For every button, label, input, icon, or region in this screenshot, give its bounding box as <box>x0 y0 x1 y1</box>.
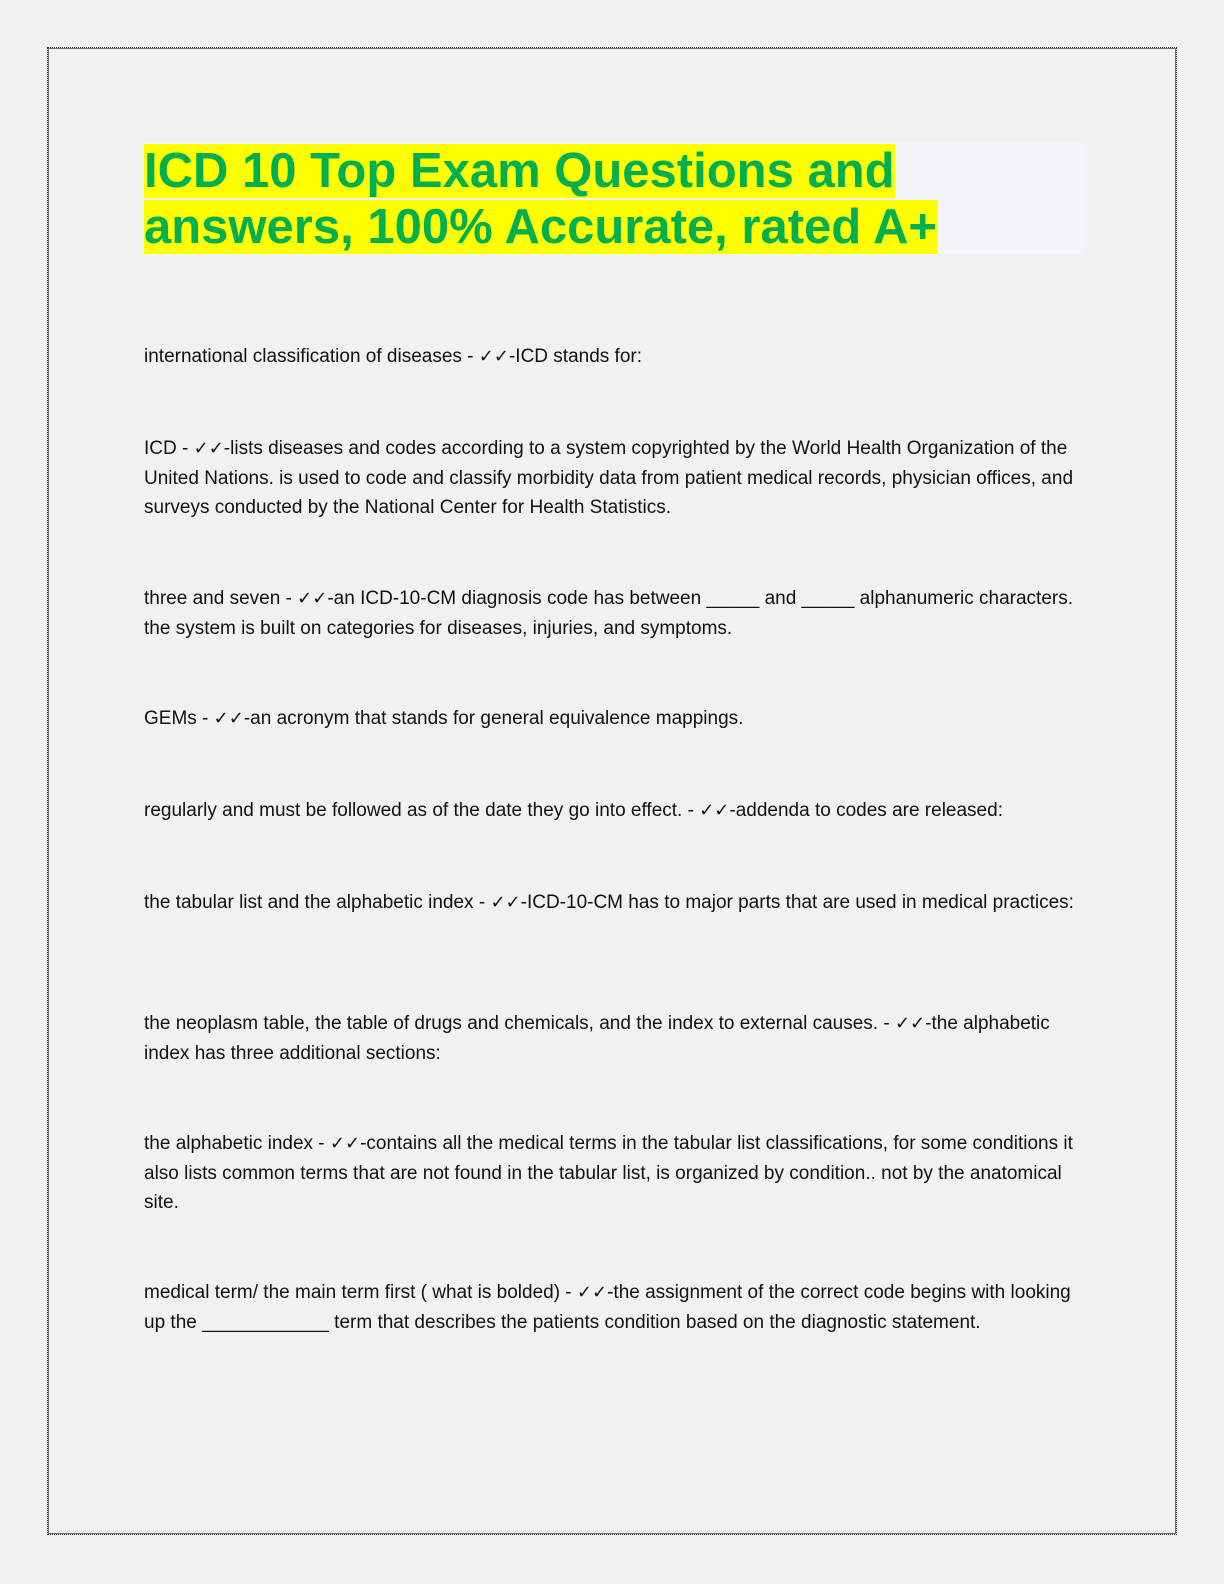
separator: - <box>878 1013 895 1034</box>
check-mark-icon: ✓✓ <box>297 588 328 609</box>
separator: - <box>560 1282 577 1303</box>
check-mark-icon: ✓✓ <box>490 892 521 913</box>
qa-question: -contains all the medical terms in the tabular list classifications, for some conditions it also lists common terms that are not found in the tabular list, is organized by condition.. not by the anatomical site. <box>144 1133 1073 1213</box>
separator: - <box>313 1133 330 1154</box>
qa-item-5 <box>144 796 1089 826</box>
check-mark-icon: ✓✓ <box>213 708 244 729</box>
qa-answer: the alphabetic index <box>144 1133 314 1154</box>
qa-item-4 <box>144 704 1089 734</box>
qa-question: -ICD-10-CM has to major parts that are used in medical practices: <box>520 892 1074 913</box>
qa-question: -an acronym that stands for general equivalence mappings. <box>243 708 744 729</box>
check-mark-icon: ✓✓ <box>478 346 509 367</box>
qa-item-9 <box>144 1278 1089 1337</box>
qa-question: -lists diseases and codes according to a system copyrighted by the World Health Organization of the United Nations. is used to code and classify morbidity data from patient medical records, physician offices, and surveys conducted by the National Center for Health Statistics. <box>144 438 1074 518</box>
separator: - <box>473 892 491 913</box>
separator: - <box>461 346 479 367</box>
qa-item-6 <box>144 888 1089 918</box>
qa-answer: the neoplasm table, the table of drugs and chemicals, and the index to external causes. <box>144 1013 879 1034</box>
qa-answer: three and seven <box>144 588 281 609</box>
qa-answer: regularly and must be followed as of the date they go into effect. <box>144 800 683 821</box>
check-mark-icon: ✓✓ <box>894 1013 926 1034</box>
separator: - <box>196 708 214 729</box>
separator: - <box>280 588 298 609</box>
qa-question: -ICD stands for: <box>508 346 643 367</box>
check-mark-icon: ✓✓ <box>193 438 224 459</box>
qa-question: -addenda to codes are released: <box>729 800 1003 821</box>
separator: - <box>176 438 194 459</box>
qa-item-7 <box>144 1009 1089 1068</box>
check-mark-icon: ✓✓ <box>699 800 730 821</box>
qa-answer: international classification of diseases <box>144 346 462 367</box>
check-mark-icon: ✓✓ <box>329 1133 361 1154</box>
qa-answer: ICD <box>144 438 177 459</box>
separator: - <box>682 800 700 821</box>
qa-item-2 <box>144 434 1089 523</box>
title-line-1: ICD 10 Top Exam Questions and <box>144 144 895 198</box>
document-title <box>144 143 1084 255</box>
qa-answer: medical term/ the main term first ( what is bolded) <box>144 1282 561 1303</box>
qa-item-8 <box>144 1129 1089 1218</box>
check-mark-icon: ✓✓ <box>576 1282 608 1303</box>
title-line-2: answers, 100% Accurate, rated A+ <box>144 200 938 254</box>
qa-question: -the alphabetic index has three additional sections: <box>144 1013 1050 1064</box>
qa-item-1 <box>144 342 1089 372</box>
qa-question: -an ICD-10-CM diagnosis code has between _____ and _____ alphanumeric characters. the system is built on categories for diseases, injuries, and symptoms. <box>144 588 1073 639</box>
qa-question: -the assignment of the correct code begins with looking up the ____________ term that describes the patients condition based on the diagnostic statement. <box>144 1282 1071 1333</box>
qa-item-3 <box>144 584 1089 643</box>
qa-answer: the tabular list and the alphabetic index <box>144 892 474 913</box>
title-block <box>144 143 1084 255</box>
qa-answer: GEMs <box>144 708 197 729</box>
